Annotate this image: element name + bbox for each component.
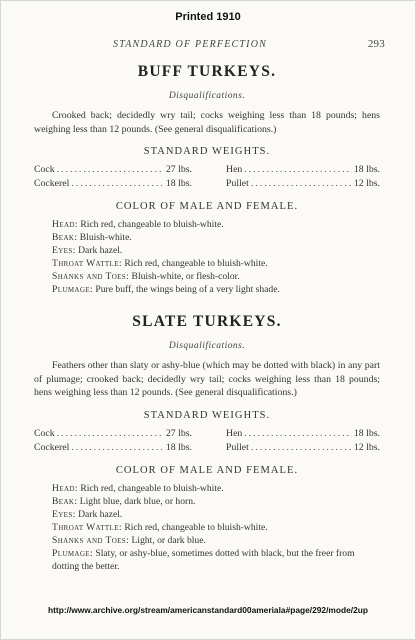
buff-color-list xyxy=(34,218,380,296)
color-item-throat-wattle: Throat Wattle: Rich red, changeable to bluish-white. xyxy=(52,521,268,533)
slate-title: SLATE TURKEYS. xyxy=(132,313,282,330)
weight-row-pullet: Pullet ..... 12 lbs. xyxy=(226,177,380,190)
weight-row-cock: Cock ..... 27 lbs. xyxy=(34,427,192,440)
color-item-beak: Beak: Bluish-white. xyxy=(52,232,132,243)
source-url[interactable]: http://www.archive.org/stream/americanstandard00ameriala#page/292/mode/2up xyxy=(48,605,368,615)
slate-disq-text: Feathers other than slaty or ashy-blue (which may be dotted with black) in any part of plumage; crooked back; decidedly wry tail; cocks weighing less than 18 pounds; hens weighing less than 12 pounds. (See general disqualifications.) xyxy=(34,360,380,398)
color-item-plumage: Plumage: Pure buff, the wings being of a very light shade. xyxy=(52,284,280,295)
buff-weights-table xyxy=(34,163,380,193)
buff-color-heading: COLOR OF MALE AND FEMALE. xyxy=(115,201,299,212)
slate-section xyxy=(34,313,380,573)
weight-row-hen: Hen ..... 18 lbs. xyxy=(226,427,380,440)
color-item-eyes: Eyes: Dark hazel. xyxy=(52,245,123,256)
running-head xyxy=(113,39,385,50)
buff-title: BUFF TURKEYS. xyxy=(137,63,277,80)
page-number: 293 xyxy=(367,38,385,50)
color-item-plumage: Plumage: Slaty, or ashy-blue, sometimes dotted with black, but the freer from dotting the better. xyxy=(52,547,355,572)
weight-row-cockerel: Cockerel ..... 18 lbs. xyxy=(34,441,192,454)
buff-disq-text: Crooked back; decidedly wry tail; cocks weighing less than 18 pounds; hens weighing less than 12 pounds. (See general disqualifications.) xyxy=(34,110,380,135)
color-item-head: Head: Rich red, changeable to bluish-white. xyxy=(52,482,224,494)
slate-color-heading: COLOR OF MALE AND FEMALE. xyxy=(115,464,299,476)
buff-weights-heading: STANDARD WEIGHTS. xyxy=(143,146,271,157)
weight-row-pullet: Pullet ..... 12 lbs. xyxy=(226,441,380,454)
color-item-throat-wattle: Throat Wattle: Rich red, changeable to bluish-white. xyxy=(52,258,268,269)
running-head-title: STANDARD OF PERFECTION xyxy=(113,39,267,50)
color-item-shanks-toes: Shanks and Toes: Bluish-white, or flesh-color. xyxy=(52,271,240,282)
slate-weights-heading: STANDARD WEIGHTS. xyxy=(143,409,271,421)
slate-disq-heading: Disqualifications. xyxy=(168,341,246,351)
weight-row-cockerel: Cockerel ..... 18 lbs. xyxy=(34,177,192,190)
buff-section xyxy=(34,63,380,296)
color-item-beak: Beak: Light blue, dark blue, or horn. xyxy=(52,495,196,507)
buff-disq-heading: Disqualifications. xyxy=(168,91,246,101)
weight-row-cock: Cock ..... 27 lbs. xyxy=(34,163,192,176)
print-date-stamp: Printed 1910 xyxy=(175,11,241,23)
color-item-shanks-toes: Shanks and Toes: Light, or dark blue. xyxy=(52,534,206,546)
color-item-head: Head: Rich red, changeable to bluish-white. xyxy=(52,219,224,230)
color-item-eyes: Eyes: Dark hazel. xyxy=(52,508,123,520)
weight-row-hen: Hen ..... 18 lbs. xyxy=(226,163,380,176)
slate-color-list xyxy=(34,482,380,573)
slate-weights-table xyxy=(34,427,380,457)
